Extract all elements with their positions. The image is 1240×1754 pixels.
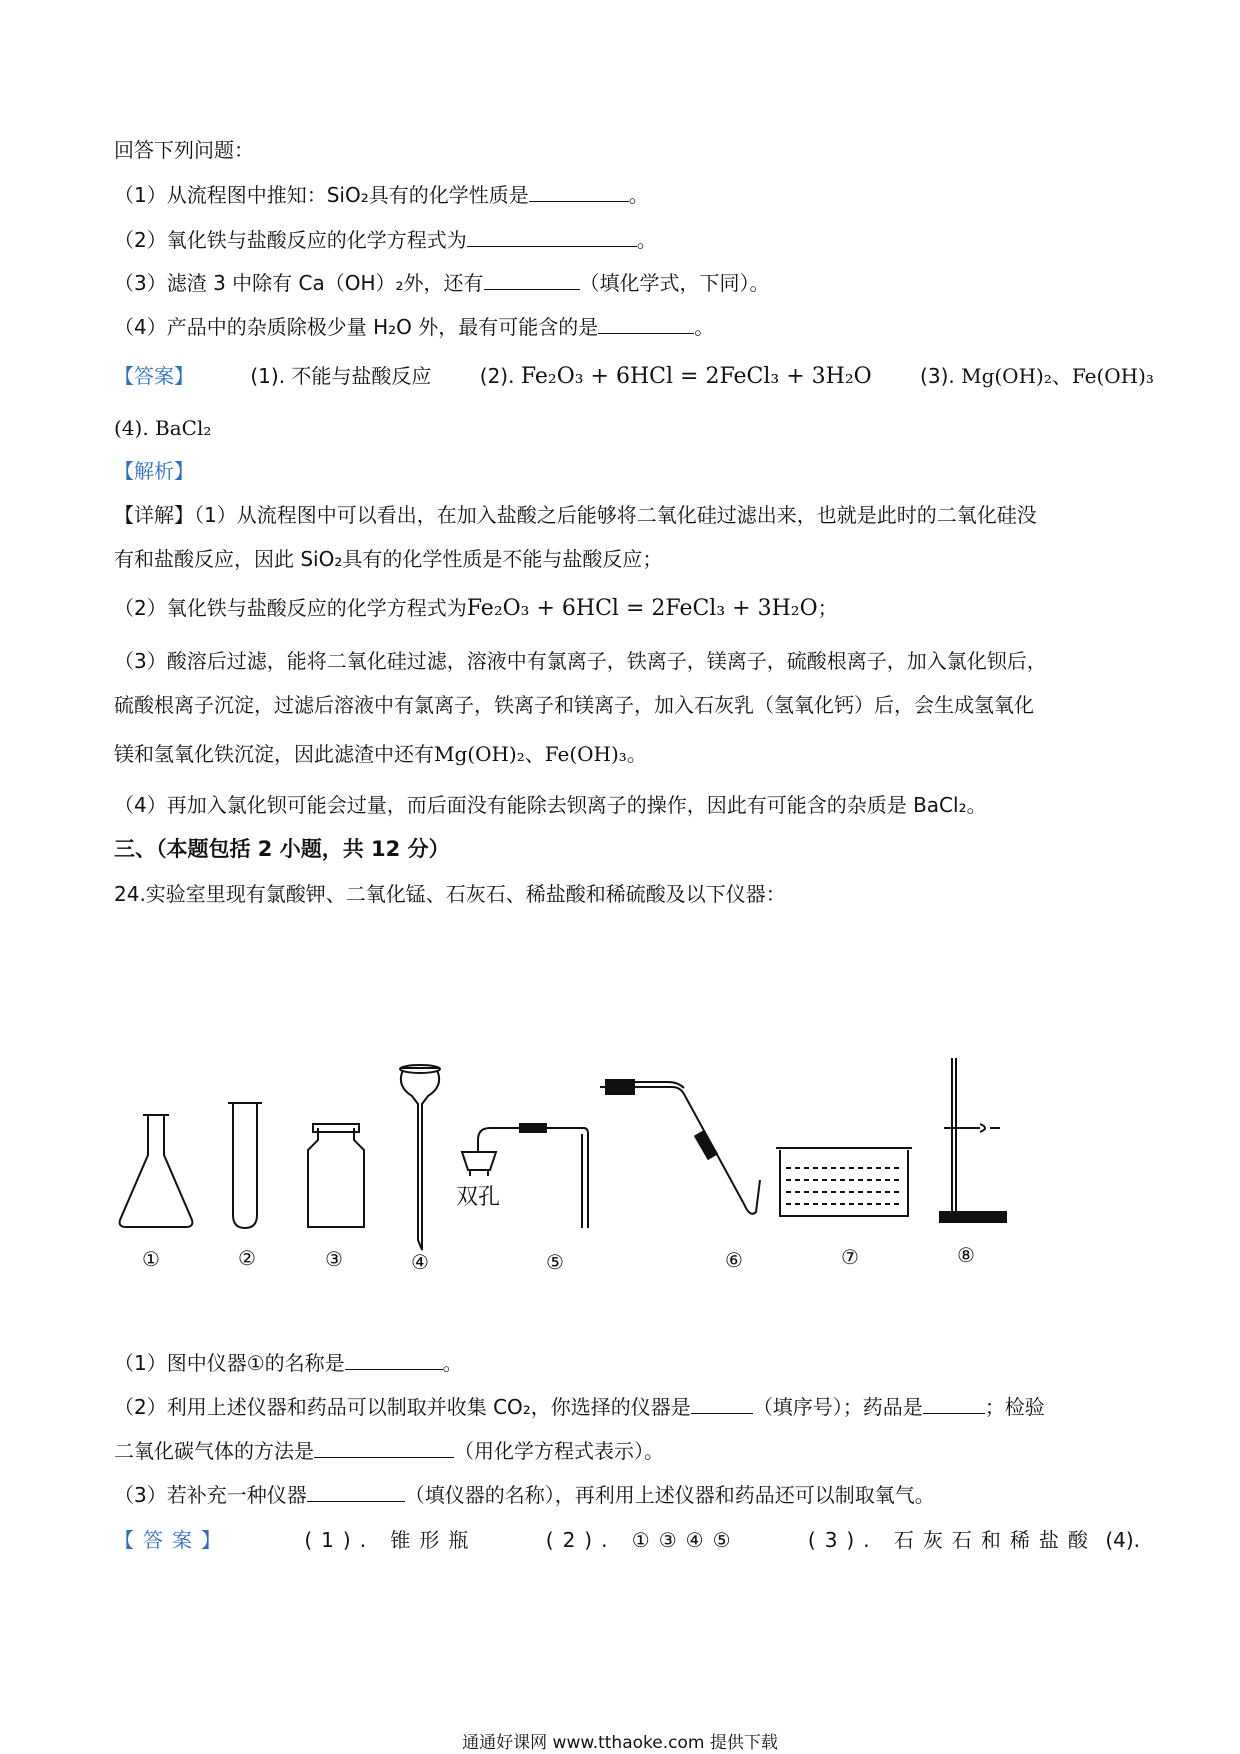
q23-intro: 回答下列问题：	[114, 138, 254, 162]
q24-part2	[114, 1393, 1140, 1421]
section-title: 三、（本题包括 2 小题，共 12 分）	[114, 837, 450, 861]
q23-ans2-equation: Fe₂O₃ + 6HCl = 2FeCl₃ + 3H₂O	[520, 364, 872, 389]
analysis-label: 【解析】	[114, 459, 194, 483]
test-tube-icon	[228, 1103, 262, 1228]
detail-2-end: ；	[817, 596, 838, 620]
apparatus-label: ⑧	[957, 1243, 975, 1267]
conical-flask-icon	[120, 1115, 193, 1227]
water-trough-icon	[776, 1148, 912, 1216]
q24-ans2: (2). ①③④⑤	[545, 1528, 740, 1552]
detail-1b: 有和盐酸反应，因此 SiO₂具有的化学性质是不能与盐酸反应；	[114, 547, 663, 571]
stopper-label: 双孔	[456, 1185, 501, 1210]
q24-part2-end: ；检验	[984, 1395, 1045, 1419]
q24-part2b	[114, 1437, 1140, 1465]
q23-ans3-value: Mg(OH)₂、Fe(OH)₃	[961, 364, 1154, 388]
apparatus-label: ⑦	[841, 1245, 859, 1269]
q23-part4	[114, 313, 1140, 341]
answer-blank	[314, 1437, 454, 1458]
answer-blank	[598, 313, 694, 334]
detail-3c-formula: Mg(OH)₂、Fe(OH)₃	[434, 742, 627, 766]
q24-part2b-text: 二氧化碳气体的方法是	[114, 1439, 314, 1463]
detail-1a: 【详解】（1）从流程图中可以看出，在加入盐酸之后能够将二氧化硅过滤出来，也就是此时的二氧化硅没	[114, 503, 1037, 527]
q23-part2-text: （2）氧化铁与盐酸反应的化学方程式为	[114, 228, 467, 252]
q24-part3-end: （填仪器的名称），再利用上述仪器和药品还可以制取氧气。	[404, 1483, 935, 1507]
apparatus-label: ②	[238, 1246, 256, 1270]
detail-2-text: （2）氧化铁与盐酸反应的化学方程式为	[114, 596, 467, 620]
answer-blank	[307, 1481, 405, 1502]
q24-part3	[114, 1481, 1140, 1509]
q23-part4-text: （4）产品中的杂质除极少量 H₂O 外，最有可能含的是	[114, 315, 599, 339]
detail-3c-text: 镁和氢氧化铁沉淀，因此滤渣中还有	[114, 742, 434, 766]
q23-answer	[114, 362, 1154, 391]
q24-ans4: (4).	[1105, 1528, 1140, 1552]
q23-ans3-num: (3).	[920, 364, 955, 388]
detail-3a: （3）酸溶后过滤，能将二氧化硅过滤，溶液中有氯离子，铁离子，镁离子，硫酸根离子，加入氯化钡后，	[114, 649, 1047, 673]
gas-jar-icon	[308, 1124, 364, 1227]
q24-part1	[114, 1349, 1140, 1377]
two-hole-stopper-icon	[462, 1124, 588, 1228]
apparatus-label: ⑥	[725, 1248, 743, 1272]
answer-label: 【答案】	[114, 364, 194, 388]
answer-blank	[923, 1393, 985, 1414]
apparatus-label: ③	[325, 1247, 343, 1271]
detail-3c-end: 。	[626, 742, 647, 766]
q23-part2-end: 。	[636, 228, 657, 252]
detail-3c	[114, 740, 1140, 768]
apparatus-figure	[0, 1040, 1240, 1280]
q23-part3	[114, 269, 1140, 297]
q23-ans2-num: (2).	[479, 364, 515, 388]
q24-part3-text: （3）若补充一种仪器	[114, 1483, 307, 1507]
answer-blank	[467, 226, 637, 247]
answer-blank	[484, 269, 580, 290]
q24-part1-text: （1）图中仪器①的名称是	[114, 1351, 345, 1375]
q24-ans1: (1). 锥形瓶	[304, 1528, 478, 1552]
q23-part2	[114, 226, 1140, 254]
detail-2	[114, 594, 1140, 623]
answer-blank	[691, 1393, 753, 1414]
apparatus-label: ⑤	[546, 1250, 564, 1274]
q23-part4-end: 。	[694, 315, 715, 339]
q24-part2b-end: （用化学方程式表示）。	[454, 1439, 664, 1463]
q24-ans3: (3). 石灰石和稀盐酸	[807, 1528, 1097, 1552]
q23-part3-end: （填化学式，下同）。	[579, 271, 770, 295]
q23-part3-text: （3）滤渣 3 中除有 Ca（OH）₂外，还有	[114, 271, 484, 295]
bent-delivery-tube-icon	[600, 1080, 760, 1214]
q24-part2-mid: （填序号）；药品是	[752, 1395, 923, 1419]
answer-blank	[529, 181, 629, 202]
answer-blank	[345, 1349, 443, 1370]
q23-ans4: (4). BaCl₂	[114, 416, 212, 440]
detail-2-equation: Fe₂O₃ + 6HCl = 2FeCl₃ + 3H₂O	[466, 596, 818, 621]
q23-part1	[114, 181, 1140, 209]
q24-answer	[114, 1526, 1140, 1554]
q24-part1-end: 。	[442, 1351, 463, 1375]
q23-ans1: (1). 不能与盐酸反应	[250, 364, 432, 388]
funnel-icon	[400, 1065, 440, 1250]
q24-part2-text: （2）利用上述仪器和药品可以制取并收集 CO₂，你选择的仪器是	[114, 1395, 691, 1419]
iron-stand-icon	[940, 1058, 1006, 1222]
page-footer: 通通好课网 www.tthaoke.com 提供下载	[462, 1733, 778, 1753]
answer-label: 【答案】	[114, 1528, 230, 1552]
q23-part1-end: 。	[628, 183, 649, 207]
q24-stem: 24.实验室里现有氯酸钾、二氧化锰、石灰石、稀盐酸和稀硫酸及以下仪器：	[114, 882, 786, 906]
apparatus-label: ①	[142, 1247, 160, 1271]
detail-3b: 硫酸根离子沉淀，过滤后溶液中有氯离子，铁离子和镁离子，加入石灰乳（氢氧化钙）后，会生成氢氧化	[114, 693, 1034, 717]
apparatus-label: ④	[411, 1250, 429, 1274]
q23-part1-text: （1）从流程图中推知：SiO₂具有的化学性质是	[114, 183, 529, 207]
detail-4: （4）再加入氯化钡可能会过量，而后面没有能除去钡离子的操作，因此有可能含的杂质是 BaCl₂。	[114, 793, 987, 817]
